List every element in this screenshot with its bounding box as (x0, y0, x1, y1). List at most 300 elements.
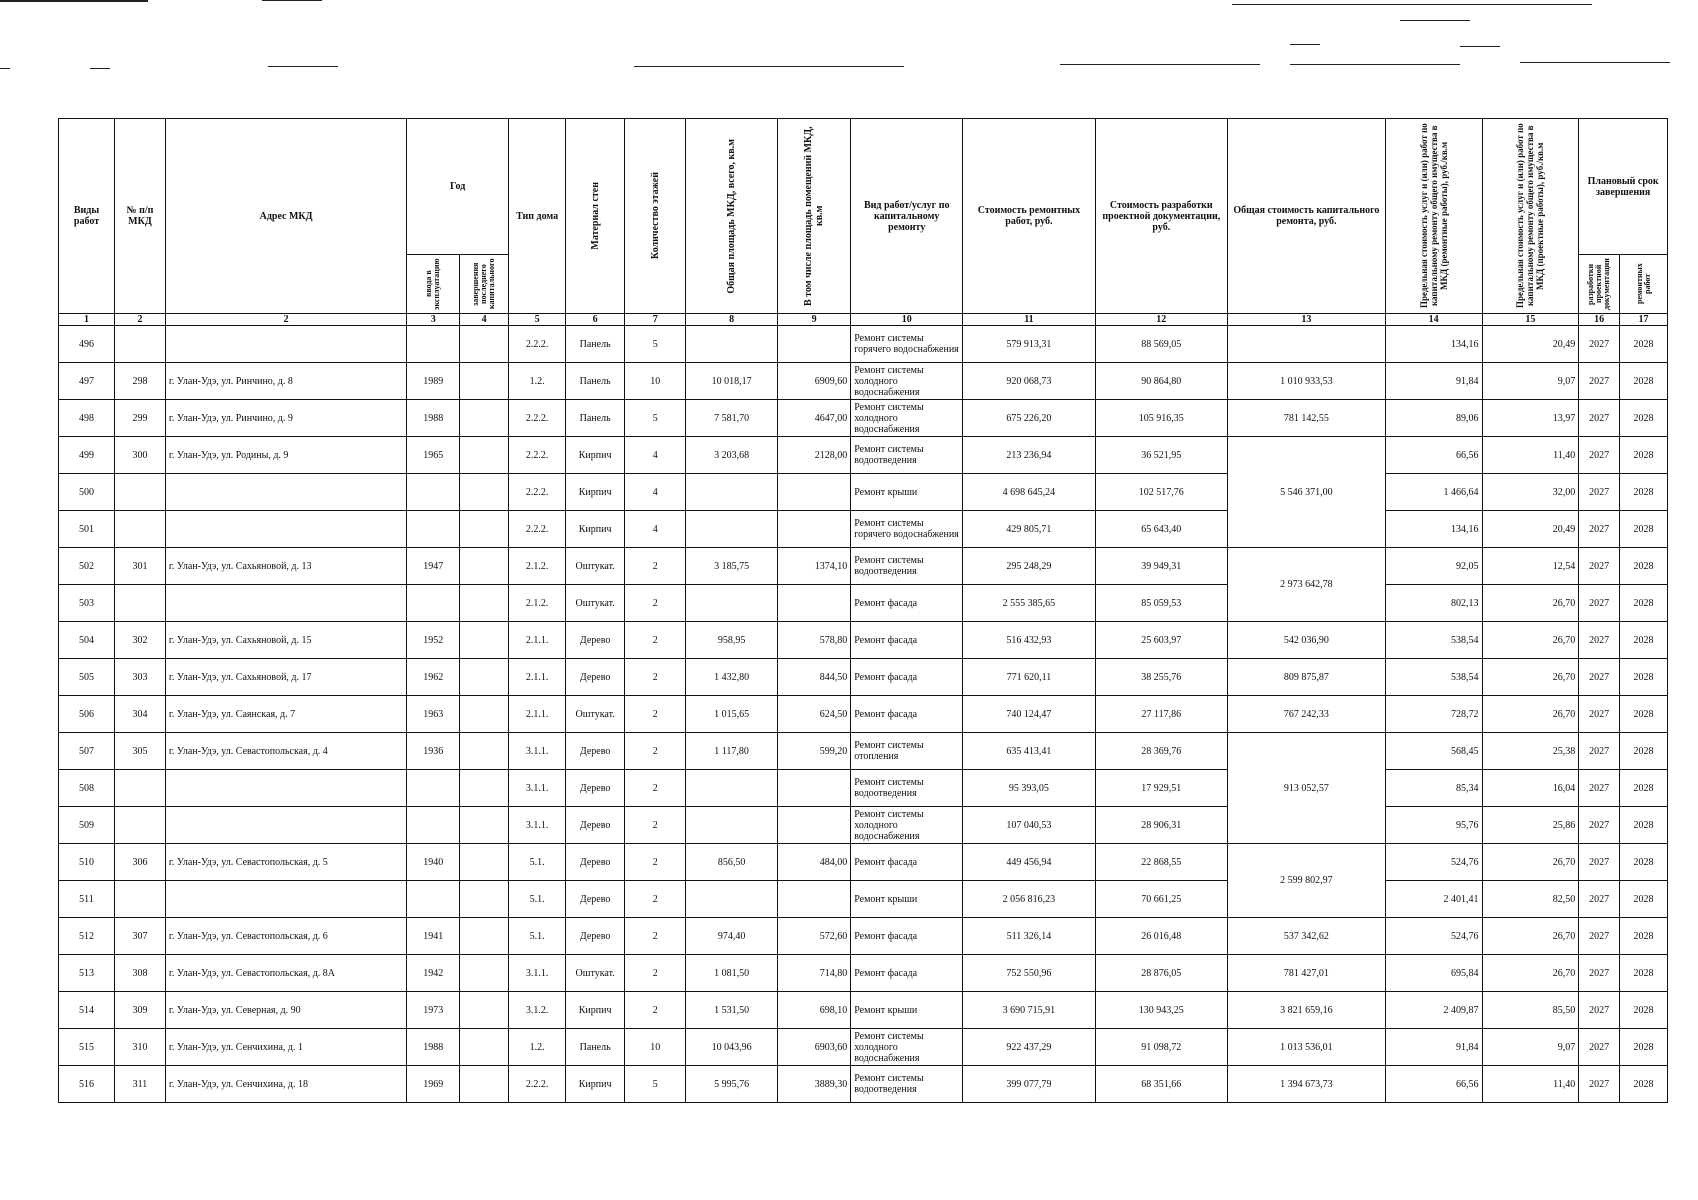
cell-p14: 134,16 (1385, 511, 1482, 548)
cell-y2 (460, 844, 509, 881)
total-cost-cell: 781 427,01 (1227, 955, 1385, 992)
cell-t2: 2028 (1620, 548, 1668, 585)
cell-cost: 429 805,71 (963, 511, 1095, 548)
cell-t1: 2027 (1579, 363, 1620, 400)
cell-mat: Оштукат. (566, 585, 625, 622)
cell-p15: 32,00 (1482, 474, 1579, 511)
cell-t1: 2027 (1579, 659, 1620, 696)
cell-area2: 2128,00 (777, 437, 850, 474)
cell-proj: 28 876,05 (1095, 955, 1227, 992)
cell-p15: 11,40 (1482, 1066, 1579, 1103)
cell-proj: 17 929,51 (1095, 770, 1227, 807)
cell-t2: 2028 (1620, 585, 1668, 622)
cell-y2 (460, 326, 509, 363)
cell-p14: 2 401,41 (1385, 881, 1482, 918)
cell-mkd (115, 881, 166, 918)
cell-type: 2.2.2. (509, 326, 566, 363)
total-cost-cell: 913 052,57 (1227, 733, 1385, 844)
cell-addr: г. Улан-Удэ, ул. Севастопольская, д. 5 (165, 844, 406, 881)
cell-work: Ремонт крыши (851, 881, 963, 918)
scan-line (1290, 44, 1320, 45)
cell-work: Ремонт крыши (851, 992, 963, 1029)
scan-line (1520, 62, 1670, 63)
cell-area2: 844,50 (777, 659, 850, 696)
cell-area: 1 015,65 (686, 696, 778, 733)
cell-t2: 2028 (1620, 696, 1668, 733)
header-term-project (1579, 255, 1620, 314)
cell-mat: Оштукат. (566, 955, 625, 992)
cell-t1: 2027 (1579, 696, 1620, 733)
cell-y2 (460, 1066, 509, 1103)
total-cost-cell: 1 013 536,01 (1227, 1029, 1385, 1066)
cell-y1: 1989 (407, 363, 460, 400)
cell-mat: Кирпич (566, 474, 625, 511)
cell-proj: 88 569,05 (1095, 326, 1227, 363)
header-address: Адрес МКД (165, 119, 406, 314)
cell-y1: 1969 (407, 1066, 460, 1103)
cell-area2: 4647,00 (777, 400, 850, 437)
cell-area: 10 043,96 (686, 1029, 778, 1066)
cell-p14: 524,76 (1385, 844, 1482, 881)
scan-line (1290, 64, 1460, 65)
cell-fl: 2 (625, 696, 686, 733)
cell-p14: 2 409,87 (1385, 992, 1482, 1029)
scan-line (1232, 4, 1592, 5)
cell-proj: 25 603,97 (1095, 622, 1227, 659)
cell-proj: 85 059,53 (1095, 585, 1227, 622)
cell-addr: г. Улан-Удэ, ул. Сенчихина, д. 1 (165, 1029, 406, 1066)
cell-p15: 85,50 (1482, 992, 1579, 1029)
cell-t2: 2028 (1620, 622, 1668, 659)
cell-fl: 4 (625, 437, 686, 474)
cell-y1 (407, 326, 460, 363)
cell-cost: 2 056 816,23 (963, 881, 1095, 918)
header-limit-repair-text: Предельная стоимость услуг и (или) работ по капитальному ремонту общего имущества в МКД (ремонтные работы), руб./кв.м (1418, 123, 1449, 309)
cell-p14: 695,84 (1385, 955, 1482, 992)
cell-mkd: 309 (115, 992, 166, 1029)
header-total-area (686, 119, 778, 314)
cell-area: 1 432,80 (686, 659, 778, 696)
cell-fl: 2 (625, 770, 686, 807)
cell-mkd (115, 807, 166, 844)
table-row (59, 881, 1668, 918)
cell-cost: 95 393,05 (963, 770, 1095, 807)
cell-area (686, 807, 778, 844)
cell-fl: 5 (625, 326, 686, 363)
cell-y1: 1947 (407, 548, 460, 585)
cell-mkd: 311 (115, 1066, 166, 1103)
cell-y2 (460, 622, 509, 659)
header-planned-term: Плановый срок завершения (1579, 119, 1668, 255)
cell-work: Ремонт системы холодного водоснабжения (851, 807, 963, 844)
table-row (59, 659, 1668, 696)
cell-type: 1.2. (509, 363, 566, 400)
cell-y2 (460, 363, 509, 400)
cell-cost: 740 124,47 (963, 696, 1095, 733)
cell-n: 509 (59, 807, 115, 844)
cell-fl: 2 (625, 844, 686, 881)
cell-work: Ремонт системы отопления (851, 733, 963, 770)
header-mkd-number: № п/п МКД (115, 119, 166, 314)
cell-fl: 5 (625, 400, 686, 437)
cell-n: 496 (59, 326, 115, 363)
cell-p14: 85,34 (1385, 770, 1482, 807)
table-row (59, 696, 1668, 733)
cell-y1: 1941 (407, 918, 460, 955)
cell-area: 5 995,76 (686, 1066, 778, 1103)
header-limit-repair (1385, 119, 1482, 314)
cell-proj: 36 521,95 (1095, 437, 1227, 474)
cell-area2: 578,80 (777, 622, 850, 659)
cell-proj: 38 255,76 (1095, 659, 1227, 696)
cell-addr: г. Улан-Удэ, ул. Родины, д. 9 (165, 437, 406, 474)
cell-proj: 102 517,76 (1095, 474, 1227, 511)
total-cost-cell: 1 394 673,73 (1227, 1066, 1385, 1103)
column-number: 2 (115, 314, 166, 326)
cell-cost: 449 456,94 (963, 844, 1095, 881)
header-year-commission (407, 255, 460, 314)
cell-fl: 4 (625, 511, 686, 548)
cell-fl: 2 (625, 955, 686, 992)
cell-t1: 2027 (1579, 733, 1620, 770)
cell-y1 (407, 881, 460, 918)
cell-area: 7 581,70 (686, 400, 778, 437)
cell-y2 (460, 992, 509, 1029)
cell-fl: 2 (625, 659, 686, 696)
cell-work: Ремонт системы холодного водоснабжения (851, 1029, 963, 1066)
cell-p14: 1 466,64 (1385, 474, 1482, 511)
cell-mkd: 298 (115, 363, 166, 400)
cell-t1: 2027 (1579, 1029, 1620, 1066)
column-numbers-row (59, 314, 1668, 326)
cell-p15: 9,07 (1482, 363, 1579, 400)
cell-area2: 572,60 (777, 918, 850, 955)
cell-n: 503 (59, 585, 115, 622)
cell-work: Ремонт системы водоотведения (851, 770, 963, 807)
cell-p15: 20,49 (1482, 511, 1579, 548)
cell-y1: 1963 (407, 696, 460, 733)
header-premises-area (777, 119, 850, 314)
scan-artifacts (0, 0, 1698, 80)
cell-t1: 2027 (1579, 511, 1620, 548)
cell-t2: 2028 (1620, 881, 1668, 918)
cell-work: Ремонт системы водоотведения (851, 1066, 963, 1103)
cell-work: Ремонт крыши (851, 474, 963, 511)
cell-p14: 134,16 (1385, 326, 1482, 363)
cell-y2 (460, 585, 509, 622)
scan-line (268, 66, 338, 67)
cell-mkd: 305 (115, 733, 166, 770)
cell-p15: 25,38 (1482, 733, 1579, 770)
cell-cost: 771 620,11 (963, 659, 1095, 696)
cell-n: 502 (59, 548, 115, 585)
cell-p14: 728,72 (1385, 696, 1482, 733)
cell-addr (165, 881, 406, 918)
cell-n: 507 (59, 733, 115, 770)
cell-type: 3.1.1. (509, 955, 566, 992)
cell-fl: 5 (625, 1066, 686, 1103)
cell-cost: 2 555 385,65 (963, 585, 1095, 622)
cell-p15: 26,70 (1482, 918, 1579, 955)
cell-area: 958,95 (686, 622, 778, 659)
table-row (59, 918, 1668, 955)
table-row (59, 400, 1668, 437)
total-cost-cell: 537 342,62 (1227, 918, 1385, 955)
table-row (59, 585, 1668, 622)
header-wall-material-text: Материал стен (589, 182, 601, 250)
cell-work: Ремонт системы горячего водоснабжения (851, 511, 963, 548)
capital-repair-table (58, 118, 1668, 1103)
cell-mat: Дерево (566, 918, 625, 955)
cell-addr: г. Улан-Удэ, ул. Сахьяновой, д. 13 (165, 548, 406, 585)
cell-mkd: 304 (115, 696, 166, 733)
cell-mkd: 303 (115, 659, 166, 696)
header-work-types: Виды работ (59, 119, 115, 314)
cell-proj: 90 864,80 (1095, 363, 1227, 400)
column-number: 11 (963, 314, 1095, 326)
cell-fl: 2 (625, 733, 686, 770)
cell-area2 (777, 326, 850, 363)
cell-t1: 2027 (1579, 807, 1620, 844)
cell-n: 504 (59, 622, 115, 659)
cell-work: Ремонт фасада (851, 585, 963, 622)
table-row (59, 548, 1668, 585)
cell-y1: 1940 (407, 844, 460, 881)
cell-addr: г. Улан-Удэ, ул. Сенчихина, д. 18 (165, 1066, 406, 1103)
cell-type: 5.1. (509, 844, 566, 881)
cell-cost: 213 236,94 (963, 437, 1095, 474)
cell-area (686, 881, 778, 918)
header-term-repair (1620, 255, 1668, 314)
cell-p15: 11,40 (1482, 437, 1579, 474)
cell-y1 (407, 807, 460, 844)
cell-area (686, 511, 778, 548)
cell-y2 (460, 807, 509, 844)
cell-addr: г. Улан-Удэ, ул. Сахьяновой, д. 15 (165, 622, 406, 659)
cell-t1: 2027 (1579, 881, 1620, 918)
cell-t2: 2028 (1620, 992, 1668, 1029)
cell-area2: 6903,60 (777, 1029, 850, 1066)
total-cost-cell (1227, 326, 1385, 363)
cell-n: 508 (59, 770, 115, 807)
cell-area: 1 531,50 (686, 992, 778, 1029)
cell-type: 3.1.2. (509, 992, 566, 1029)
cell-type: 2.1.2. (509, 548, 566, 585)
cell-mat: Дерево (566, 770, 625, 807)
column-number: 5 (509, 314, 566, 326)
cell-cost: 4 698 645,24 (963, 474, 1095, 511)
cell-area: 3 185,75 (686, 548, 778, 585)
cell-addr: г. Улан-Удэ, ул. Северная, д. 90 (165, 992, 406, 1029)
header-house-type: Тип дома (509, 119, 566, 314)
cell-y2 (460, 918, 509, 955)
column-number: 4 (460, 314, 509, 326)
cell-mkd: 299 (115, 400, 166, 437)
header-year-last-repair-text: завершения последнего капитального (471, 258, 497, 310)
cell-cost: 295 248,29 (963, 548, 1095, 585)
cell-cost: 107 040,53 (963, 807, 1095, 844)
header-floors (625, 119, 686, 314)
cell-mkd: 308 (115, 955, 166, 992)
cell-mat: Дерево (566, 844, 625, 881)
cell-p15: 26,70 (1482, 585, 1579, 622)
total-cost-cell: 1 010 933,53 (1227, 363, 1385, 400)
cell-type: 2.2.2. (509, 437, 566, 474)
cell-p14: 568,45 (1385, 733, 1482, 770)
cell-p14: 802,13 (1385, 585, 1482, 622)
table-row (59, 1029, 1668, 1066)
cell-p14: 66,56 (1385, 437, 1482, 474)
cell-proj: 28 906,31 (1095, 807, 1227, 844)
cell-mat: Кирпич (566, 992, 625, 1029)
cell-addr (165, 474, 406, 511)
cell-type: 2.1.1. (509, 659, 566, 696)
cell-work: Ремонт системы холодного водоснабжения (851, 400, 963, 437)
cell-type: 2.1.1. (509, 696, 566, 733)
total-cost-cell: 809 875,87 (1227, 659, 1385, 696)
cell-n: 510 (59, 844, 115, 881)
cell-mat: Кирпич (566, 511, 625, 548)
cell-cost: 511 326,14 (963, 918, 1095, 955)
cell-p14: 538,54 (1385, 659, 1482, 696)
table-row (59, 474, 1668, 511)
cell-type: 2.2.2. (509, 474, 566, 511)
cell-cost: 922 437,29 (963, 1029, 1095, 1066)
cell-area2: 1374,10 (777, 548, 850, 585)
cell-area: 974,40 (686, 918, 778, 955)
cell-proj: 130 943,25 (1095, 992, 1227, 1029)
cell-fl: 2 (625, 992, 686, 1029)
cell-p15: 20,49 (1482, 326, 1579, 363)
cell-p15: 12,54 (1482, 548, 1579, 585)
cell-p14: 92,05 (1385, 548, 1482, 585)
cell-proj: 22 868,55 (1095, 844, 1227, 881)
cell-t1: 2027 (1579, 955, 1620, 992)
cell-mkd: 306 (115, 844, 166, 881)
cell-mkd: 307 (115, 918, 166, 955)
cell-t2: 2028 (1620, 918, 1668, 955)
cell-area2: 714,80 (777, 955, 850, 992)
cell-mkd: 301 (115, 548, 166, 585)
cell-area2: 698,10 (777, 992, 850, 1029)
cell-y1 (407, 511, 460, 548)
scan-line (1460, 46, 1500, 47)
header-limit-project (1482, 119, 1579, 314)
header-year-last-repair (460, 255, 509, 314)
cell-y1 (407, 474, 460, 511)
header-work-kind: Вид работ/услуг по капитальному ремонту (851, 119, 963, 314)
cell-t2: 2028 (1620, 733, 1668, 770)
cell-area: 856,50 (686, 844, 778, 881)
table-row (59, 511, 1668, 548)
column-number: 16 (1579, 314, 1620, 326)
cell-y2 (460, 1029, 509, 1066)
cell-area2: 624,50 (777, 696, 850, 733)
cell-t2: 2028 (1620, 400, 1668, 437)
cell-y2 (460, 474, 509, 511)
cell-mkd (115, 585, 166, 622)
cell-mat: Панель (566, 363, 625, 400)
cell-n: 499 (59, 437, 115, 474)
cell-work: Ремонт системы водоотведения (851, 437, 963, 474)
cell-n: 512 (59, 918, 115, 955)
total-cost-cell: 5 546 371,00 (1227, 437, 1385, 548)
cell-t2: 2028 (1620, 437, 1668, 474)
cell-type: 3.1.1. (509, 807, 566, 844)
total-cost-cell: 2 599 802,97 (1227, 844, 1385, 918)
cell-area (686, 326, 778, 363)
cell-t2: 2028 (1620, 1029, 1668, 1066)
cell-area2 (777, 881, 850, 918)
cell-t1: 2027 (1579, 844, 1620, 881)
cell-t2: 2028 (1620, 511, 1668, 548)
cell-cost: 675 226,20 (963, 400, 1095, 437)
column-number: 12 (1095, 314, 1227, 326)
cell-area2: 6909,60 (777, 363, 850, 400)
cell-type: 2.2.2. (509, 400, 566, 437)
cell-area: 10 018,17 (686, 363, 778, 400)
cell-mkd (115, 474, 166, 511)
cell-fl: 2 (625, 548, 686, 585)
header-term-repair-text: ремонтных работ (1634, 263, 1652, 305)
cell-area: 1 081,50 (686, 955, 778, 992)
cell-proj: 27 117,86 (1095, 696, 1227, 733)
cell-y1: 1942 (407, 955, 460, 992)
cell-p15: 13,97 (1482, 400, 1579, 437)
cell-addr: г. Улан-Удэ, ул. Севастопольская, д. 8А (165, 955, 406, 992)
cell-t1: 2027 (1579, 992, 1620, 1029)
cell-area2: 3889,30 (777, 1066, 850, 1103)
cell-t2: 2028 (1620, 363, 1668, 400)
cell-mkd: 302 (115, 622, 166, 659)
cell-addr: г. Улан-Удэ, ул. Ринчино, д. 9 (165, 400, 406, 437)
cell-y2 (460, 770, 509, 807)
cell-type: 3.1.1. (509, 733, 566, 770)
cell-t2: 2028 (1620, 807, 1668, 844)
header-floors-text: Количество этажей (649, 172, 661, 260)
cell-type: 2.1.2. (509, 585, 566, 622)
total-cost-cell: 3 821 659,16 (1227, 992, 1385, 1029)
table-row (59, 622, 1668, 659)
cell-p14: 538,54 (1385, 622, 1482, 659)
header-repair-cost: Стоимость ремонтных работ, руб. (963, 119, 1095, 314)
cell-addr: г. Улан-Удэ, ул. Сахьяновой, д. 17 (165, 659, 406, 696)
cell-addr (165, 807, 406, 844)
cell-proj: 39 949,31 (1095, 548, 1227, 585)
cell-n: 511 (59, 881, 115, 918)
scan-line (90, 68, 110, 69)
cell-cost: 752 550,96 (963, 955, 1095, 992)
cell-area (686, 585, 778, 622)
cell-addr (165, 511, 406, 548)
cell-fl: 2 (625, 881, 686, 918)
cell-mat: Дерево (566, 807, 625, 844)
cell-fl: 2 (625, 918, 686, 955)
cell-mat: Панель (566, 400, 625, 437)
cell-addr: г. Улан-Удэ, ул. Саянская, д. 7 (165, 696, 406, 733)
cell-t2: 2028 (1620, 659, 1668, 696)
cell-n: 513 (59, 955, 115, 992)
cell-t2: 2028 (1620, 326, 1668, 363)
cell-cost: 3 690 715,91 (963, 992, 1095, 1029)
cell-mat: Дерево (566, 659, 625, 696)
cell-t2: 2028 (1620, 844, 1668, 881)
cell-t1: 2027 (1579, 437, 1620, 474)
cell-type: 5.1. (509, 918, 566, 955)
cell-t1: 2027 (1579, 622, 1620, 659)
cell-area: 1 117,80 (686, 733, 778, 770)
cell-work: Ремонт фасада (851, 844, 963, 881)
